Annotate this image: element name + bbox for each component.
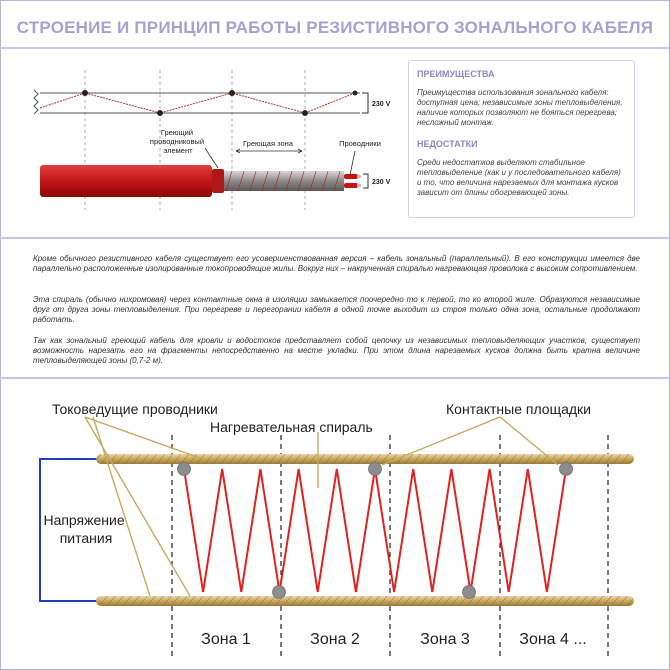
top-conductor-twist bbox=[96, 454, 634, 464]
voltage-bottom-label: 230 V bbox=[372, 179, 391, 186]
voltage-bracket-top bbox=[362, 93, 368, 113]
info-box bbox=[408, 60, 635, 218]
contact-pad bbox=[178, 463, 191, 476]
advantages-heading: ПРЕИМУЩЕСТВА bbox=[417, 69, 495, 79]
left-end-spring bbox=[34, 90, 38, 114]
title-divider bbox=[0, 47, 670, 49]
zone-label-2: Зона 2 bbox=[310, 631, 360, 648]
voltage-bracket-bottom bbox=[363, 174, 368, 188]
zone-separators bbox=[172, 435, 608, 658]
paragraph-1: Кроме обычного резистивного кабеля существует его усовершенствованная версия – кабель зональный (параллельный). В его конструкции имеется две параллельно расположенные изолированные токопроводящие жилы. Вокруг них – накрученная спиралью нагревающая проволока с высоким сопротивлением. bbox=[33, 254, 640, 273]
zone-label-1: Зона 1 bbox=[201, 631, 251, 648]
conductor-end-2 bbox=[344, 183, 358, 188]
paragraph-3: Так как зональный греющий кабель для кровли и водостоков представляет собой цепочку из независимых тепловыделяющих участков, существует возможность нарезать его на фрагменты непосредственно на месте укладки. При этом длина нарезаемых кусков должна быть кратна величине тепловыделяющей зоны (0,7-2 м). bbox=[33, 336, 640, 365]
disadvantages-heading: НЕДОСТАТКИ bbox=[417, 139, 478, 149]
advantages-text: Преимущества использования зонального кабеля: доступная цена; независимые зоны тепловыделения, наличие которых позволяют не бояться перегрева; несложный монтаж. bbox=[417, 88, 623, 127]
heating-spiral bbox=[184, 469, 566, 592]
section-divider-2 bbox=[0, 377, 670, 379]
section-divider-1 bbox=[0, 237, 670, 239]
contact-pad bbox=[463, 586, 476, 599]
cable-structure-diagram bbox=[0, 50, 410, 220]
voltage-label: Напряжение питания bbox=[43, 512, 125, 546]
contact-pad bbox=[560, 463, 573, 476]
contact-pads bbox=[178, 463, 573, 599]
contact-pad bbox=[369, 463, 382, 476]
voltage-top-label: 230 V bbox=[372, 101, 391, 108]
conductors-label: Проводники bbox=[339, 139, 381, 148]
cable-heating-section bbox=[224, 171, 344, 191]
conductor-end-1 bbox=[344, 174, 358, 179]
conductors-label: Токоведущие проводники bbox=[52, 401, 218, 417]
contacts-label: Контактные площадки bbox=[446, 401, 591, 417]
heating-element-label: Греющий проводниковый элемент bbox=[149, 128, 205, 155]
disadvantages-text: Среди недостатков выделяют стабильное тепловыделение (как и у последовательного кабеля) и то, что величина нарезаемых для монтажа кусков зависит от длины обогревающей зоны. bbox=[417, 158, 621, 197]
page-title: СТРОЕНИЕ И ПРИНЦИП РАБОТЫ РЕЗИСТИВНОГО ЗОНАЛЬНОГО КАБЕЛЯ bbox=[16, 18, 654, 37]
spiral-label: Нагревательная спираль bbox=[210, 419, 373, 435]
cable-outer-jacket bbox=[40, 165, 212, 197]
zonal-cable-diagram bbox=[0, 380, 670, 668]
top-heating-element bbox=[40, 93, 355, 113]
conductors-pointer bbox=[350, 151, 355, 175]
heating-zone-arrow bbox=[236, 149, 302, 153]
paragraph-2: Эта спираль (обычно нихромовая) через контактные окна в изоляции замыкается поочередно то к первой, то ко второй жиле. Образуются независимые друг от друга зоны тепловыделения. При перегреве и перегорании кабеля в одной точке выходит из строя только одна зона, остальные продолжают работать. bbox=[33, 295, 640, 324]
contact-pad bbox=[273, 586, 286, 599]
bottom-conductor-twist bbox=[96, 596, 634, 606]
conductor-tip-1 bbox=[357, 175, 361, 179]
cable-inner-jacket bbox=[212, 169, 224, 193]
zone-label-3: Зона 3 bbox=[420, 631, 470, 648]
zone-label-4: Зона 4 ... bbox=[519, 631, 587, 648]
heating-zone-label: Греющая зона bbox=[243, 139, 293, 148]
conductor-tip-2 bbox=[357, 184, 361, 188]
